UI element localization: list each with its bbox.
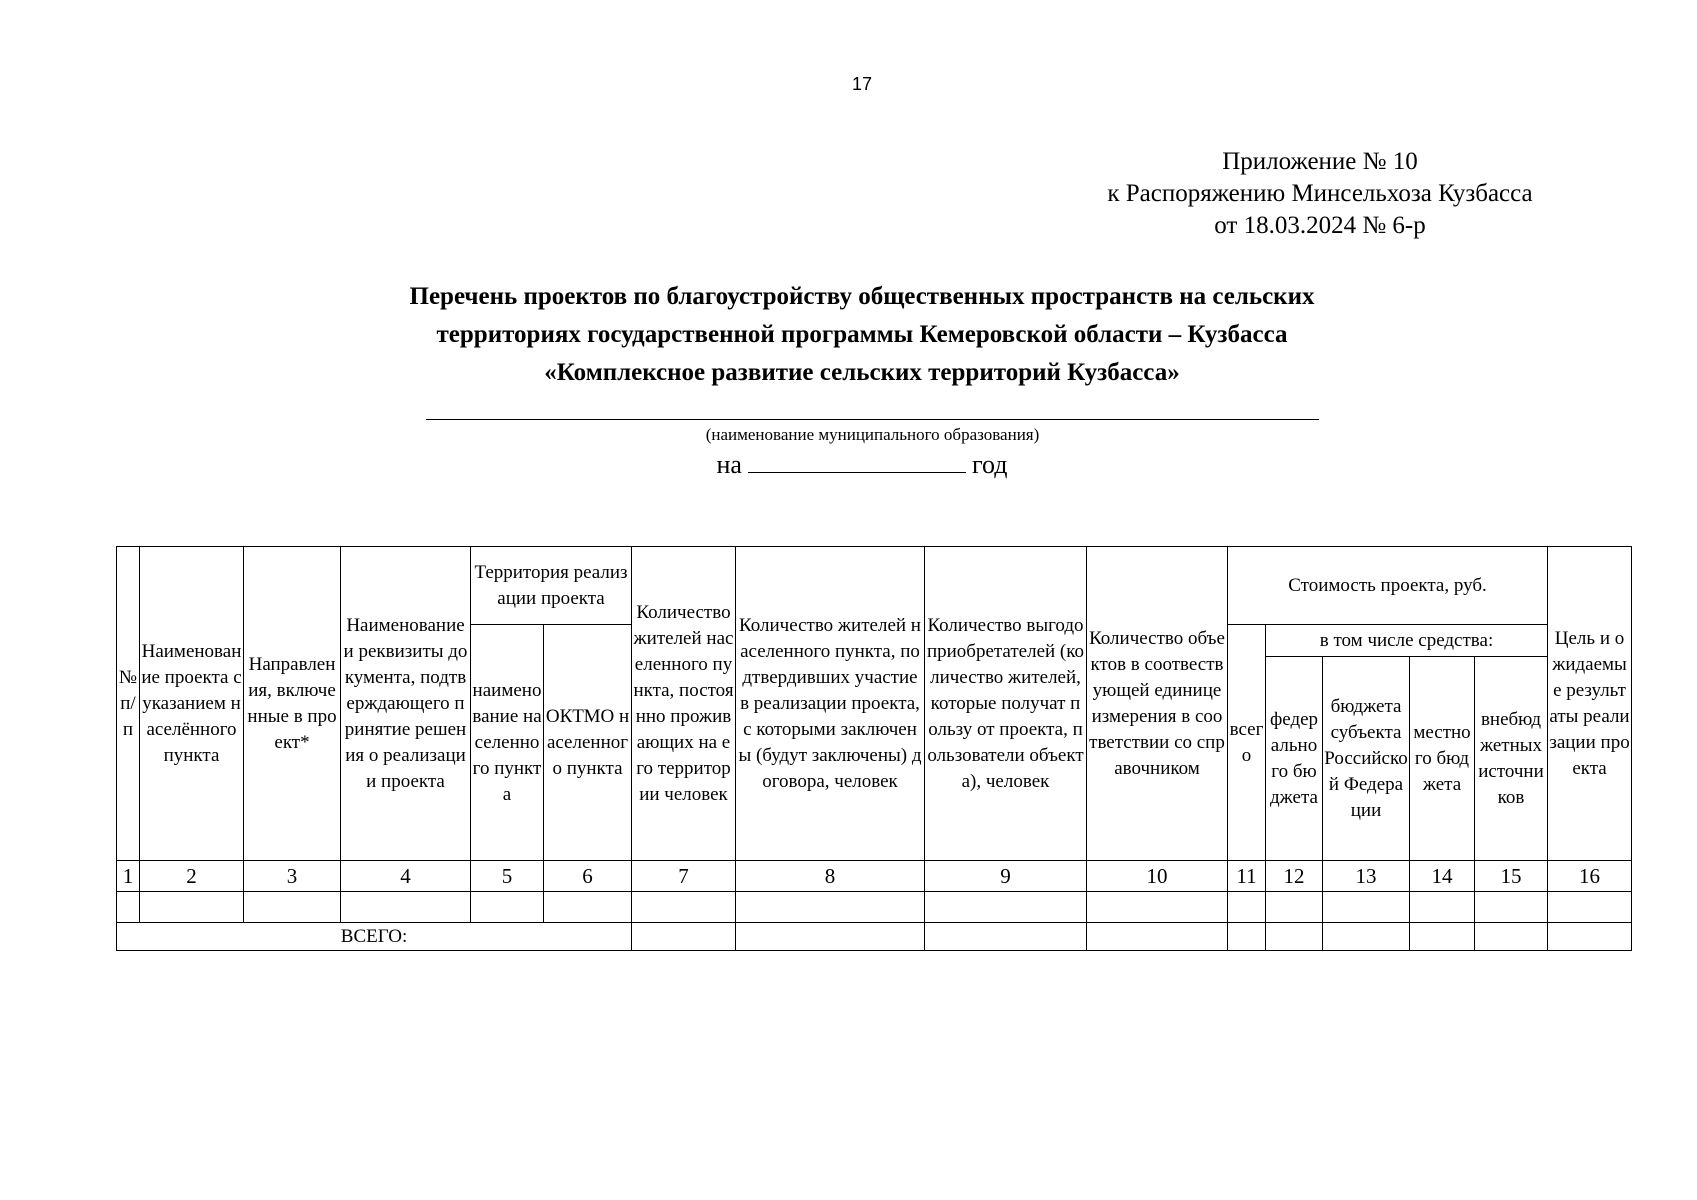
table-cell — [1266, 892, 1323, 923]
total-row — [117, 923, 1632, 951]
table-cell — [471, 892, 544, 923]
empty-data-row — [117, 892, 1632, 923]
header-col-4: Наименование и реквизиты документа, подтверждающего принятие решения о реализации проекта — [341, 547, 471, 861]
table-cell — [1266, 923, 1323, 951]
table-cell — [925, 923, 1087, 951]
table-cell — [1475, 892, 1548, 923]
column-number: 15 — [1475, 861, 1548, 892]
table-cell — [1323, 892, 1410, 923]
title-line-2: территориях государственной программы Кемеровской области – Кузбасса — [436, 321, 1288, 348]
header-col-3: Направления, включенные в проект* — [244, 547, 341, 861]
column-number: 4 — [341, 861, 471, 892]
appendix-block — [1060, 146, 1580, 242]
column-numbers-row — [117, 861, 1632, 892]
column-number: 2 — [140, 861, 244, 892]
table-cell — [1475, 923, 1548, 951]
appendix-line-2: к Распоряжению Минсельхоза Кузбасса — [1107, 180, 1533, 207]
header-col-8: Количество жителей населенного пункта, подтвердивших участие в реализации проекта,с которыми заключены (будут заключены) договора, человек — [736, 547, 925, 861]
column-number: 7 — [632, 861, 736, 892]
header-col-10: Количество объектов в соотвествующей единице измерения в соответствии со справочником — [1087, 547, 1228, 861]
page-number: 17 — [851, 74, 873, 94]
table-cell — [544, 892, 632, 923]
header-col-1: № п/п — [117, 547, 140, 861]
header-col-16: Цель и ожидаемые результаты реализации проекта — [1548, 547, 1632, 861]
year-line — [0, 448, 1697, 480]
header-col-13: бюджета субъекта Российской Федерации — [1323, 657, 1410, 861]
table-cell — [341, 892, 471, 923]
appendix-line-3: от 18.03.2024 № 6-р — [1214, 212, 1426, 239]
table-cell — [632, 892, 736, 923]
table-cell — [1548, 892, 1632, 923]
year-suffix: год — [971, 450, 1008, 479]
column-number: 6 — [544, 861, 632, 892]
column-number: 9 — [925, 861, 1087, 892]
table-cell — [1087, 892, 1228, 923]
header-col-15: внебюджетных источников — [1475, 657, 1548, 861]
total-label: ВСЕГО: — [117, 923, 632, 951]
column-number: 13 — [1323, 861, 1410, 892]
table-cell — [1548, 923, 1632, 951]
document-title — [0, 278, 1697, 392]
table-cell — [1410, 923, 1475, 951]
column-number: 14 — [1410, 861, 1475, 892]
header-col-6: ОКТМО населенного пункта — [544, 625, 632, 861]
header-col-7: Количество жителей населенного пункта, постоянно проживающих на его территории человек — [632, 547, 736, 861]
header-cost: Стоимость проекта, руб. — [1228, 547, 1548, 625]
column-number: 16 — [1548, 861, 1632, 892]
municipality-caption: (наименование муниципального образования) — [705, 425, 1040, 444]
header-col-2: Наименование проекта с указанием населённого пункта — [140, 547, 244, 861]
header-col-11: всего — [1228, 625, 1266, 861]
header-col-14: местного бюджета — [1410, 657, 1475, 861]
header-col-5: наименование населенного пункта — [471, 625, 544, 861]
column-number: 3 — [244, 861, 341, 892]
header-including: в том числе средства: — [1266, 625, 1548, 657]
column-number: 8 — [736, 861, 925, 892]
year-prefix: на — [716, 450, 742, 479]
column-number: 1 — [117, 861, 140, 892]
column-number: 10 — [1087, 861, 1228, 892]
table-cell — [1410, 892, 1475, 923]
appendix-line-1: Приложение № 10 — [1222, 148, 1418, 175]
table-cell — [632, 923, 736, 951]
column-number: 12 — [1266, 861, 1323, 892]
title-line-3: «Комплексное развитие сельских территорий Кузбасса» — [544, 359, 1180, 386]
header-col-12: федерального бюджета — [1266, 657, 1323, 861]
table-cell — [1323, 923, 1410, 951]
table-cell — [1228, 923, 1266, 951]
table-cell — [736, 923, 925, 951]
municipality-blank-line — [426, 419, 1319, 420]
table-cell — [925, 892, 1087, 923]
header-territory: Территория реализации проекта — [471, 547, 632, 625]
table-cell — [736, 892, 925, 923]
table-cell — [117, 892, 140, 923]
header-col-9: Количество выгодоприобретателей (количество жителей, которые получат пользу от проекта, пользователи объекта), человек — [925, 547, 1087, 861]
table-cell — [1228, 892, 1266, 923]
title-line-1: Перечень проектов по благоустройству общественных пространств на сельских — [409, 283, 1315, 310]
table-cell — [244, 892, 341, 923]
table-cell — [1087, 923, 1228, 951]
column-number: 5 — [471, 861, 544, 892]
year-blank — [748, 448, 966, 473]
projects-table — [116, 546, 1632, 951]
table-cell — [140, 892, 244, 923]
column-number: 11 — [1228, 861, 1266, 892]
